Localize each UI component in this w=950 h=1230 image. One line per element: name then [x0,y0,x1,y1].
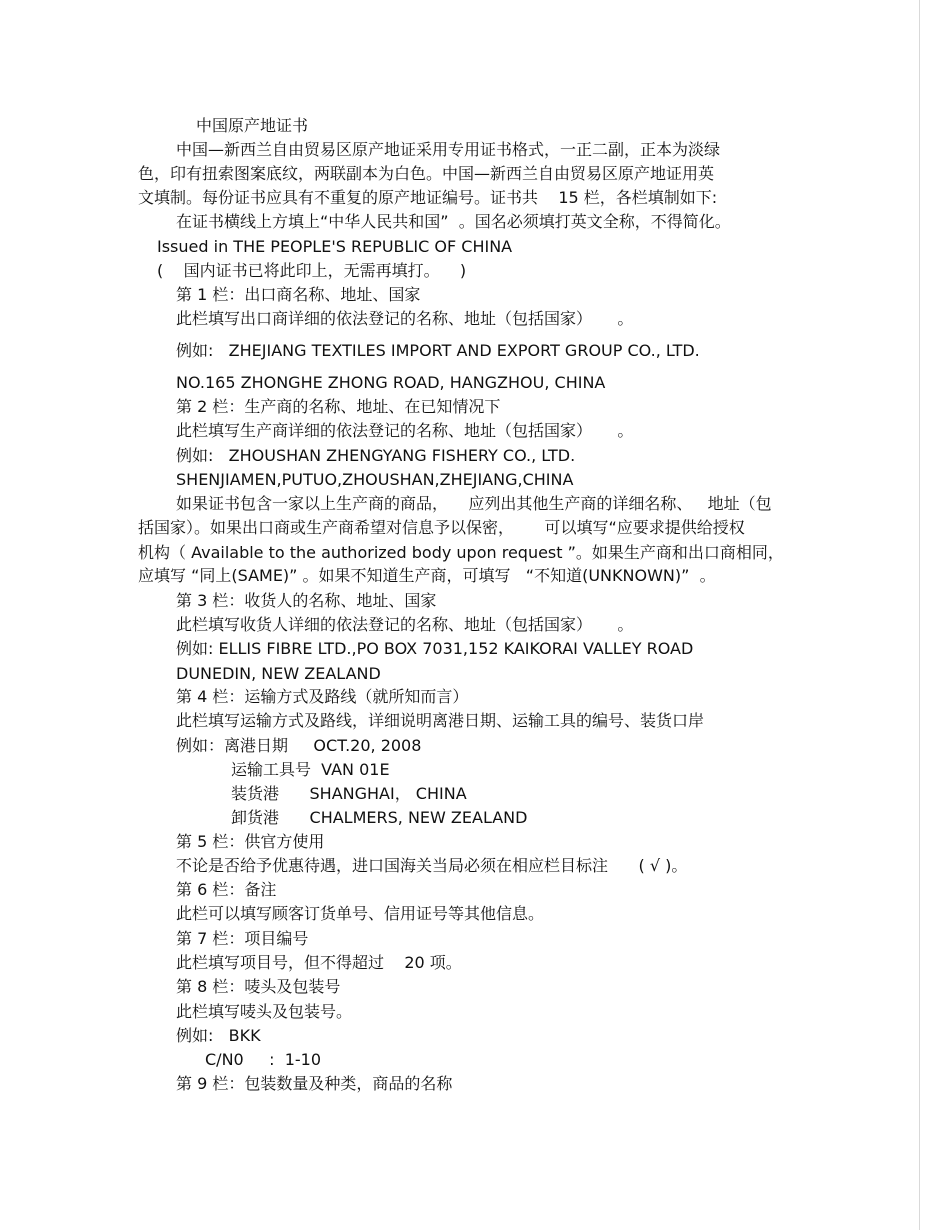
page-edge-line [919,0,920,1230]
box4-desc: 此栏填写运输方式及路线，详细说明离港日期、运输工具的编号、装货口岸 [176,711,705,730]
intro-line-3: 文填制。每份证书应具有不重复的原产地证编号。证书共 15 栏，各栏填制如下: [138,188,718,207]
box3-desc: 此栏填写收货人详细的依法登记的名称、地址（包括国家） 。 [176,615,634,634]
box1-desc: 此栏填写出口商详细的依法登记的名称、地址（包括国家） 。 [176,309,634,328]
box2-example-1: 例如: ZHOUSHAN ZHENGYANG FISHERY CO., LTD. [176,446,576,465]
box8-example-1: 例如: BKK [176,1026,261,1045]
box8-example-2: C/N0 : 1-10 [205,1050,322,1069]
box2-heading: 第 2 栏：生产商的名称、地址、在已知情况下 [176,397,501,416]
box2-para-line-4: 应填写 “同上(SAME)” 。如果不知道生产商，可填写 “不知道(UNKNOWN)” 。 [138,566,716,585]
box5-desc: 不论是否给予优惠待遇，进口国海关当局必须在相应栏目标注 ( √ )。 [176,856,688,875]
box3-example-1: 例如: ELLIS FIBRE LTD.,PO BOX 7031,152 KAIKORAI VALLEY ROAD [176,639,694,658]
intro-line-4: 在证书横线上方填上“中华人民共和国” 。国名必须填打英文全称，不得简化。 [176,212,731,231]
box9-heading: 第 9 栏：包装数量及种类，商品的名称 [176,1074,453,1093]
box1-example-1: 例如: ZHEJIANG TEXTILES IMPORT AND EXPORT GROUP CO., LTD. [176,341,700,360]
box2-para-line-1: 如果证书包含一家以上生产商的商品， 应列出其他生产商的详细名称、 地址（包 [176,494,772,513]
box7-desc: 此栏填写项目号，但不得超过 20 项。 [176,953,462,972]
box4-example: 例如：离港日期 OCT.20, 2008 [176,736,422,755]
box1-example-2: NO.165 ZHONGHE ZHONG ROAD, HANGZHOU, CHINA [176,373,606,392]
box4-heading: 第 4 栏：运输方式及路线（就所知而言） [176,687,469,706]
box6-desc: 此栏可以填写顾客订货单号、信用证号等其他信息。 [176,904,545,923]
box4-loading: 装货港 SHANGHAI， CHINA [231,784,467,803]
box1-heading: 第 1 栏：出口商名称、地址、国家 [176,285,421,304]
box5-heading: 第 5 栏：供官方使用 [176,832,325,851]
box3-example-2: DUNEDIN, NEW ZEALAND [176,664,381,683]
issued-line: Issued in THE PEOPLE'S REPUBLIC OF CHINA [157,237,513,256]
box3-heading: 第 3 栏：收货人的名称、地址、国家 [176,591,437,610]
box2-example-2: SHENJIAMEN,PUTUO,ZHOUSHAN,ZHEJIANG,CHINA [176,470,574,489]
box7-heading: 第 7 栏：项目编号 [176,929,309,948]
page-title: 中国原产地证书 [196,116,309,135]
intro-line-2: 色，印有扭索图案底纹，两联副本为白色。中国—新西兰自由贸易区原产地证用英 [138,164,715,183]
box4-discharge: 卸货港 CHALMERS, NEW ZEALAND [231,808,528,827]
box6-heading: 第 6 栏：备注 [176,880,277,899]
box8-heading: 第 8 栏：唛头及包装号 [176,977,341,996]
intro-line-1: 中国—新西兰自由贸易区原产地证采用专用证书格式，一正二副，正本为淡绿 [176,140,721,159]
box4-vessel: 运输工具号 VAN 01E [231,760,390,779]
issued-note: ( 国内证书已将此印上，无需再填打。 ) [157,261,467,280]
box2-desc: 此栏填写生产商详细的依法登记的名称、地址（包括国家） 。 [176,421,634,440]
box8-desc: 此栏填写唛头及包装号。 [176,1002,353,1021]
box2-para-line-3: 机构（ Available to the authorized body upon request ”。如果生产商和出口商相同， [138,543,784,562]
box2-para-line-2: 括国家）。如果出口商或生产商希望对信息予以保密， 可以填写“应要求提供给授权 [138,518,745,537]
